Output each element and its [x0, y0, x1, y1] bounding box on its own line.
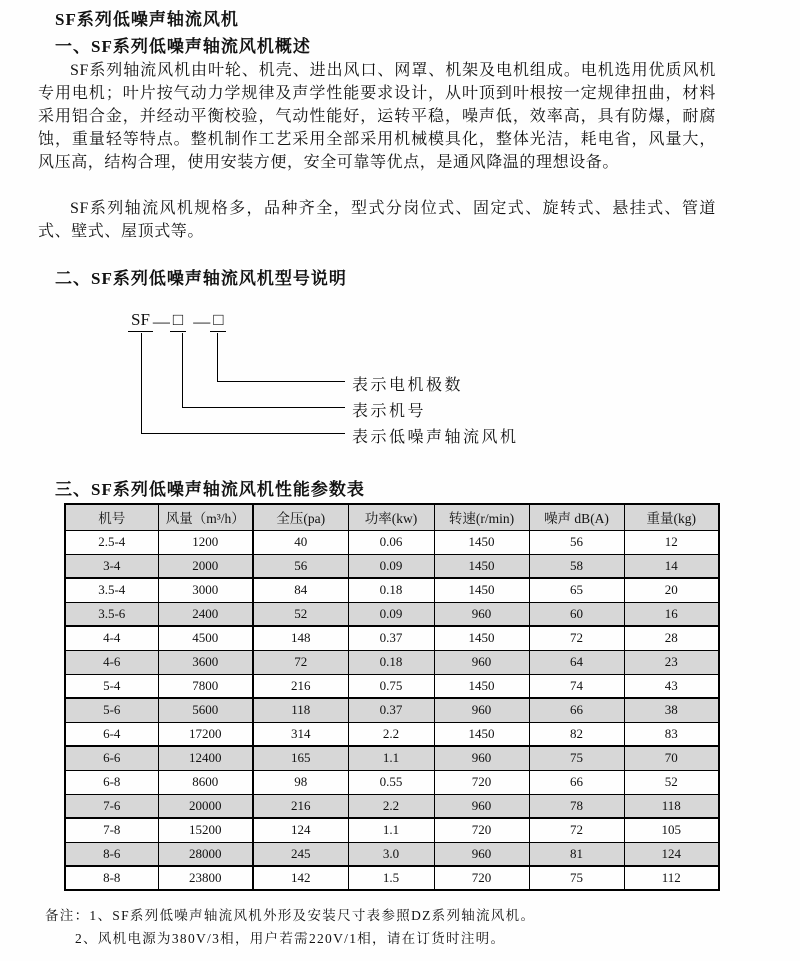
overview-paragraph-2: SF系列轴流风机规格多，品种齐全，型式分岗位式、固定式、旋转式、悬挂式、管道式、壁式、屋顶式等。 [38, 200, 716, 240]
table-row [65, 530, 719, 554]
table-cell: 8600 [158, 770, 253, 794]
table-cell: 3.5-4 [65, 578, 158, 602]
column-header: 噪声 dB(A) [529, 504, 624, 530]
diagram-label-fan-series: 表示低噪声轴流风机 [352, 429, 519, 446]
table-cell: 28 [624, 626, 719, 650]
table-cell: 1450 [434, 722, 529, 746]
table-row [65, 650, 719, 674]
table-row [65, 770, 719, 794]
table-cell: 2.2 [348, 794, 434, 818]
table-cell: 216 [253, 674, 348, 698]
table-row [65, 866, 719, 890]
table-cell: 5600 [158, 698, 253, 722]
table-cell: 23800 [158, 866, 253, 890]
model-separator-2: — [193, 312, 211, 331]
table-cell: 8-8 [65, 866, 158, 890]
diagram-label-fan-size: 表示机号 [352, 403, 427, 420]
table-cell: 3000 [158, 578, 253, 602]
table-cell: 3.0 [348, 842, 434, 866]
table-cell: 4-6 [65, 650, 158, 674]
section-heading-parameters: 三、SF系列低噪声轴流风机性能参数表 [55, 480, 365, 499]
table-cell: 56 [529, 530, 624, 554]
note-item-1: 1、SF系列低噪声轴流风机外形及安装尺寸表参照DZ系列轴流风机。 [89, 908, 536, 923]
table-cell: 78 [529, 794, 624, 818]
leader-line-horizontal-size [182, 407, 345, 408]
table-cell: 960 [434, 842, 529, 866]
table-row [65, 722, 719, 746]
model-separator-1: — [152, 312, 170, 331]
table-cell: 70 [624, 746, 719, 770]
table-cell: 0.75 [348, 674, 434, 698]
model-code-formula [128, 310, 226, 332]
table-cell: 60 [529, 602, 624, 626]
leader-line-horizontal-series [141, 433, 345, 434]
table-row [65, 746, 719, 770]
table-row [65, 626, 719, 650]
table-cell: 56 [253, 554, 348, 578]
table-row [65, 578, 719, 602]
table-cell: 720 [434, 770, 529, 794]
note-line-2 [45, 927, 535, 950]
table-cell: 0.18 [348, 578, 434, 602]
table-cell: 1200 [158, 530, 253, 554]
table-cell: 1450 [434, 530, 529, 554]
table-cell: 2.5-4 [65, 530, 158, 554]
leader-line-horizontal-poles [217, 381, 345, 382]
table-row [65, 698, 719, 722]
table-cell: 3.5-6 [65, 602, 158, 626]
table-cell: 65 [529, 578, 624, 602]
note-item-2: 2、风机电源为380V/3相，用户若需220V/1相，请在订货时注明。 [75, 931, 506, 946]
table-cell: 124 [624, 842, 719, 866]
table-cell: 4-4 [65, 626, 158, 650]
table-cell: 14 [624, 554, 719, 578]
table-cell: 1.1 [348, 746, 434, 770]
leader-line-vertical-poles [217, 333, 218, 381]
table-cell: 84 [253, 578, 348, 602]
table-cell: 64 [529, 650, 624, 674]
table-cell: 4500 [158, 626, 253, 650]
overview-paragraph-1: SF系列轴流风机由叶轮、机壳、进出风口、网罩、机架及电机组成。电机选用优质风机专用电机；叶片按气动力学规律及声学性能要求设计，从叶顶到叶根按一定规律扭曲，材料采用铝合金，并经动平衡校验，气动性能好，运转平稳，噪声低，效率高，具有防爆，耐腐蚀，重量轻等特点。整机制作工艺采用全部采用机械模具化，整体光洁，耗电省，风量大，风压高，结构合理，使用安装方便，安全可靠等优点，是通风降温的理想设备。 [38, 62, 716, 171]
table-cell: 5-6 [65, 698, 158, 722]
table-cell: 245 [253, 842, 348, 866]
table-cell: 0.18 [348, 650, 434, 674]
table-cell: 6-8 [65, 770, 158, 794]
table-cell: 0.06 [348, 530, 434, 554]
model-poles-box: □ [210, 310, 226, 332]
table-cell: 17200 [158, 722, 253, 746]
table-cell: 40 [253, 530, 348, 554]
table-cell: 1.1 [348, 818, 434, 842]
table-row [65, 794, 719, 818]
table-row [65, 554, 719, 578]
table-cell: 72 [529, 626, 624, 650]
table-row [65, 602, 719, 626]
section-heading-model: 二、SF系列低噪声轴流风机型号说明 [55, 269, 347, 288]
performance-table-head [65, 504, 719, 530]
notes-label: 备注： [45, 908, 90, 923]
table-cell: 52 [253, 602, 348, 626]
model-size-box: □ [170, 310, 186, 332]
performance-table-header-row [65, 504, 719, 530]
table-cell: 5-4 [65, 674, 158, 698]
table-cell: 16 [624, 602, 719, 626]
table-cell: 3-4 [65, 554, 158, 578]
table-cell: 2000 [158, 554, 253, 578]
table-cell: 112 [624, 866, 719, 890]
table-cell: 66 [529, 698, 624, 722]
table-cell: 7800 [158, 674, 253, 698]
column-header: 全压(pa) [253, 504, 348, 530]
table-cell: 28000 [158, 842, 253, 866]
column-header: 风量（m³/h） [158, 504, 253, 530]
table-cell: 720 [434, 818, 529, 842]
section-heading-overview: 一、SF系列低噪声轴流风机概述 [55, 37, 311, 56]
column-header: 机号 [65, 504, 158, 530]
note-line-1 [45, 904, 535, 927]
table-cell: 1450 [434, 626, 529, 650]
performance-table-body [65, 530, 719, 890]
table-cell: 1450 [434, 554, 529, 578]
table-cell: 6-4 [65, 722, 158, 746]
column-header: 功率(kw) [348, 504, 434, 530]
table-row [65, 818, 719, 842]
table-cell: 20000 [158, 794, 253, 818]
table-cell: 74 [529, 674, 624, 698]
table-cell: 72 [253, 650, 348, 674]
table-cell: 148 [253, 626, 348, 650]
model-code-diagram [0, 300, 800, 465]
table-cell: 12 [624, 530, 719, 554]
table-row [65, 674, 719, 698]
table-cell: 0.09 [348, 554, 434, 578]
table-cell: 314 [253, 722, 348, 746]
table-cell: 58 [529, 554, 624, 578]
table-cell: 1.5 [348, 866, 434, 890]
table-cell: 1450 [434, 578, 529, 602]
notes-block [45, 904, 535, 950]
table-cell: 960 [434, 698, 529, 722]
leader-line-vertical-size [182, 333, 183, 407]
table-cell: 8-6 [65, 842, 158, 866]
table-cell: 20 [624, 578, 719, 602]
table-cell: 23 [624, 650, 719, 674]
table-cell: 38 [624, 698, 719, 722]
table-cell: 960 [434, 746, 529, 770]
table-cell: 75 [529, 746, 624, 770]
diagram-label-motor-poles: 表示电机极数 [352, 377, 464, 394]
table-cell: 3600 [158, 650, 253, 674]
table-cell: 83 [624, 722, 719, 746]
table-cell: 0.37 [348, 698, 434, 722]
table-cell: 960 [434, 794, 529, 818]
table-cell: 165 [253, 746, 348, 770]
table-cell: 960 [434, 650, 529, 674]
document-title: SF系列低噪声轴流风机 [55, 10, 239, 29]
table-cell: 43 [624, 674, 719, 698]
table-cell: 2.2 [348, 722, 434, 746]
table-cell: 118 [253, 698, 348, 722]
table-cell: 12400 [158, 746, 253, 770]
table-cell: 0.09 [348, 602, 434, 626]
performance-table [64, 503, 720, 891]
table-cell: 118 [624, 794, 719, 818]
table-cell: 75 [529, 866, 624, 890]
table-cell: 2400 [158, 602, 253, 626]
table-cell: 66 [529, 770, 624, 794]
table-cell: 98 [253, 770, 348, 794]
table-row [65, 842, 719, 866]
table-cell: 142 [253, 866, 348, 890]
table-cell: 0.55 [348, 770, 434, 794]
model-series-code: SF [128, 310, 153, 332]
table-cell: 960 [434, 602, 529, 626]
column-header: 转速(r/min) [434, 504, 529, 530]
table-cell: 81 [529, 842, 624, 866]
table-cell: 0.37 [348, 626, 434, 650]
table-cell: 124 [253, 818, 348, 842]
table-cell: 1450 [434, 674, 529, 698]
table-cell: 15200 [158, 818, 253, 842]
table-cell: 82 [529, 722, 624, 746]
column-header: 重量(kg) [624, 504, 719, 530]
table-cell: 72 [529, 818, 624, 842]
leader-line-vertical-series [141, 333, 142, 433]
table-cell: 52 [624, 770, 719, 794]
table-cell: 105 [624, 818, 719, 842]
table-cell: 720 [434, 866, 529, 890]
table-cell: 6-6 [65, 746, 158, 770]
table-cell: 216 [253, 794, 348, 818]
table-cell: 7-8 [65, 818, 158, 842]
table-cell: 7-6 [65, 794, 158, 818]
